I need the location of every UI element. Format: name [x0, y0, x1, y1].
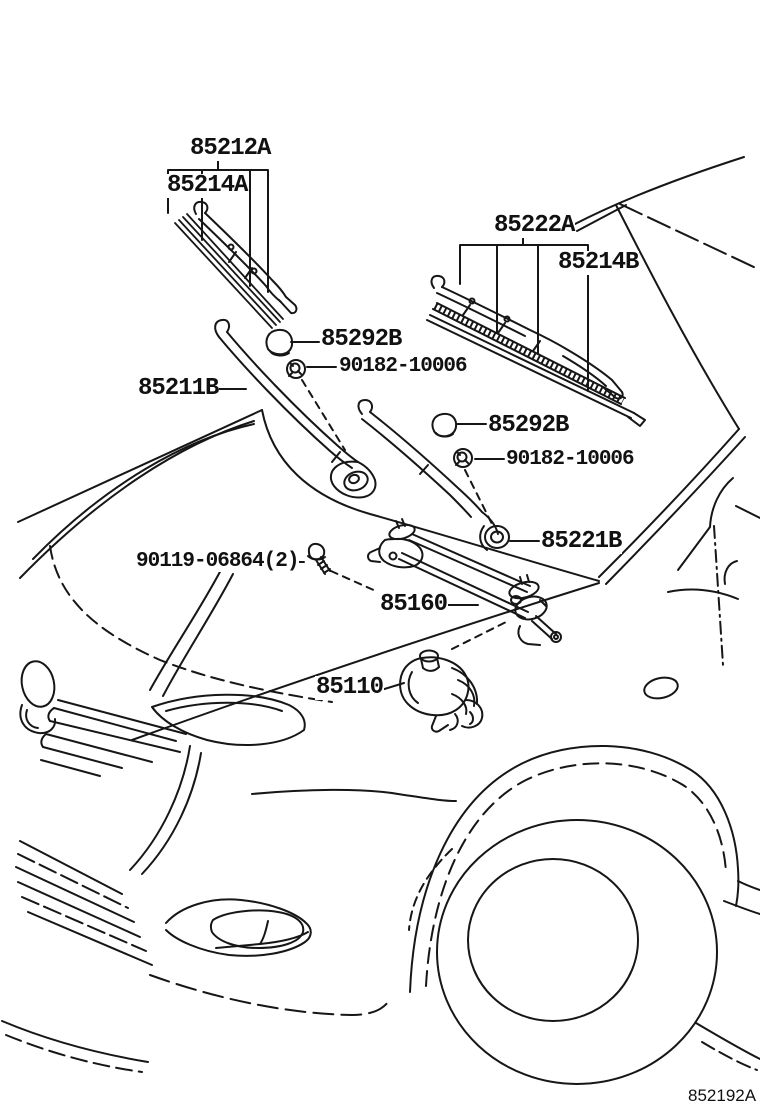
wiper-blade-passenger-art	[427, 276, 645, 426]
part-label-85222a[interactable]: 85222A	[494, 212, 575, 239]
part-label-85214b[interactable]: 85214B	[558, 249, 639, 276]
part-label-85211b[interactable]: 85211B	[138, 375, 219, 402]
figure-code: 852192A	[688, 1086, 757, 1105]
part-label-90119-06864[interactable]: 90119-06864(2)	[136, 550, 299, 573]
part-label-85292b-1[interactable]: 85292B	[321, 326, 402, 353]
part-label-85160[interactable]: 85160	[380, 591, 448, 618]
part-label-85292b-2[interactable]: 85292B	[488, 412, 569, 439]
car-body-art	[2, 157, 760, 1084]
part-label-90182-10006-2[interactable]: 90182-10006	[506, 448, 634, 471]
wiper-blade-driver-art	[175, 202, 296, 328]
pivot-nut-driver-art	[287, 360, 305, 378]
part-label-85214a[interactable]: 85214A	[167, 172, 248, 199]
part-label-85212a[interactable]: 85212A	[190, 135, 271, 162]
part-label-85221b[interactable]: 85221B	[541, 528, 622, 555]
pivot-nut-passenger-art	[454, 449, 472, 467]
bolt-art	[308, 544, 330, 574]
wiper-motor-art	[400, 651, 482, 732]
pivot-cap-driver-art	[266, 330, 292, 356]
part-label-90182-10006-1[interactable]: 90182-10006	[339, 355, 467, 378]
part-label-85110[interactable]: 85110	[316, 674, 384, 701]
pivot-cap-passenger-art	[432, 414, 456, 437]
